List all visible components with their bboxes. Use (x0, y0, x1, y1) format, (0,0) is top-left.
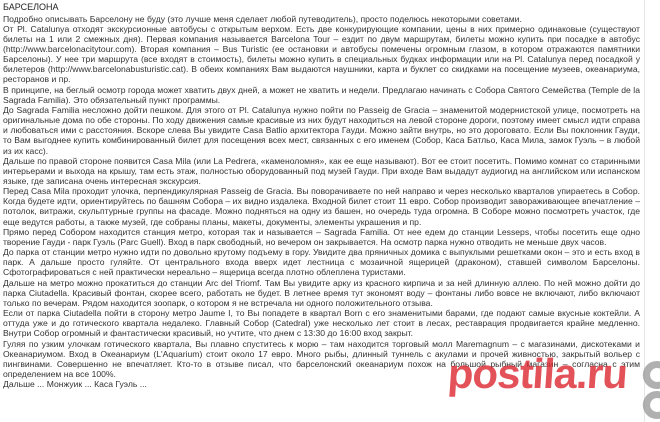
article-title: БАРСЕЛОНА (3, 2, 59, 12)
paragraph-intro: Подробно описывать Барселону не буду (это лучше меня сделает любой путеводитель), просто поделюсь некоторыми советами. (3, 13, 522, 24)
paragraph-born-gothic: Если от парка Ciutadella пойти в сторону метро Jaume I, то Вы попадете в квартал Born с его знаменитыми барами, где подают самые вкусные коктейли. А оттуда уже и до готического квартала недалеко. Главный Собор (Catedral) уже несколько лет стоит в лесах, реставрация продвигается крайне медленно. Внутри Собор огромный и фантастически красивый, но учтите, что днем с 13:30 до 16:00 вход закрыт. (3, 308, 640, 339)
watermark-text: postila.ru (446, 350, 629, 397)
paragraph-park-guell: Прямо перед Собором находится станция метро, которая так и называется – Sagrada Familia. От нее едем до станции Lesseps, чтобы посетить еще одно творение Гауди - парк Гуэль (Parc Guell). Вход в парк свободный, но вечером он закрывается. На осмотр парка нужно отводить не меньше двух часов. (3, 226, 640, 247)
paragraph-plan: В принципе, на беглый осмотр города может хватить двух дней, а может не хватить и недели. Предлагаю начинать с Собора Святого Семейства (Temple de la Sagrada Familia). Это обязательный пункт программы. (3, 84, 640, 105)
paragraph-aquarium: Гуляя по узким улочкам готического квартала, Вы плавно спуститесь к морю – там находится торговый молл Maremagnum – с магазинами, дискотеками и Океанариумом. Вход в Океанариум (L'Aquarium) стоит около 17 евро. Много рыбы, длинный туннель с акулами и прочей живностью, закрытый вольер с пингвинами. Совершенно не впечатляет. Кто-то в отзыве писал, что барселонский океанариум похож на большой рыбный магазин – согласна с этим определением на все 100%. (3, 338, 640, 379)
paragraph-park-guell-visit: До парка от станции метро нужно идти по довольно крутому подъему в гору. Увидите два пряничных домика с выпуклыми решетками окон – это и есть вход в парк. А дальше просто гуляйте. От центрального входа вверх идет лестница с мозаичной ящерицей (драконом), ставшей символом Барселоны. Сфотографироваться с ней практически нереально – ящерица всегда плотно облеплена туристами. (3, 247, 640, 278)
paragraph-tour-buses: От Pl. Catalunya отходят экскурсионные автобусы с открытым верхом. Есть две конкурирующие компании, цены в них примерно одинаковые (существуют билеты на 1 или 2 смежных дня). Первая компания называется Barcelona Tour – ездит по двум маршрутам, билеты можно купить при посадке в автобус (http://www.barcelonacitytour.com). Вторая компания – Bus Turistic (ее остановки и автобусы помечены огромным глазом, в котором отражаются памятники Барселоны). У нее три маршрута (все входят в стоимость), билеты можно купить в специальных будках информации или на Pl. Catalunya перед посадкой у билетеров (http://www.barcelonabusturistic.cat). В обеих компаниях Вам выдаются наушники, карта и буклет со скидками на посещение музеев, океанариума, ресторанов и пр. (3, 23, 640, 85)
paragraph-continued: Дальше ... Монжуик ... Каса Гуэль ... (3, 379, 147, 390)
paragraph-casa-mila: Дальше по правой стороне появится Casa Mila (или La Pedrera, «каменоломня», как ее еще называют). Вот ее стоит посетить. Помимо комнат со старинными интерьерами и выхода на крышу, там есть этаж, полностью оборудованный под музей Гауди. При входе Вам выдадут аудиогид на английском или испанском языке, где записана очень интересная экскурсия. (3, 155, 640, 186)
article (3, 2, 640, 389)
paragraph-passeig-de-gracia: До Sagrada Familia несложно дойти пешком. Для этого от Pl. Catalunya нужно пойти по Passeig de Gracia – знаменитой модернистской улице, посмотреть на оригинальные дома по обе стороны. По ходу движения самые красивые из них будут находиться на левой стороне дороги, поэтому имеет смысл идти справа и любоваться ими с расстояния. Вскоре слева Вы увидите Casa Batlio архитектора Гауди. Можно зайти внутрь, но это дороговато. Если Вы поклонник Гауди, то Вам выгоднее купить комбинированный билет для посещения всех мест, связанных с его именем (Собор, Каса Батльо, Каса Мила, замок Гуэль – в любой из их касс). (3, 104, 640, 156)
paragraph-sagrada-familia: Перед Casa Mila проходит улочка, перпендикулярная Passeig de Gracia. Вы поворачиваете по ней направо и через несколько кварталов упираетесь в Собор. Когда будете идти, ориентируйтесь по башням Собора – их видно издалека. Входной билет стоит 11 евро. Собор производит завораживающее впечатление – потолок, витражи, скульптурные группы на фасаде. Можно подняться на одну из башен, но очередь туда огромна. В Соборе можно посмотреть участок, где еще ведутся работы, а также музей, где собраны планы, макеты, документы, элементы украшения и пр. (3, 186, 640, 227)
paragraph-ciutadella: Дальше на метро можно прокатиться до станции Arc del Triomf. Там Вы увидите арку из красного кирпича и за ней длинную аллею. По ней можно дойти до парка Ciutadella. Красивый фонтан, скорее всего, работать не будет. В летнее время тут экономят воду – фонтаны либо вовсе не включают, либо включают только по вечерам. Рядом находится зоопарк, о котором я не встречала ни одного положительного отзыва. (3, 277, 640, 308)
